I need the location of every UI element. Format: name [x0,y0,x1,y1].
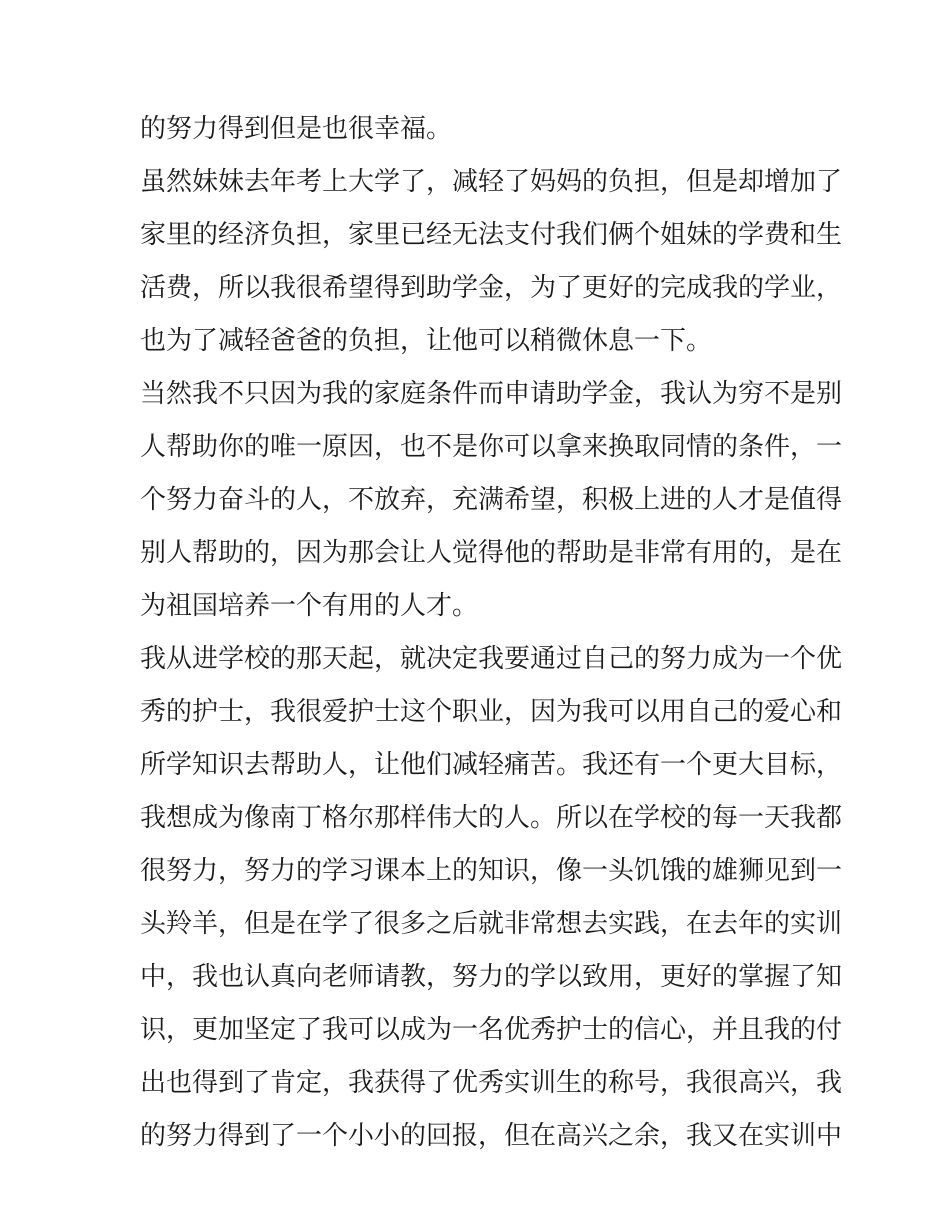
text-line: 秀的护士，我很爱护士这个职业，因为我可以用自己的爱心和 [140,697,843,727]
document-body [140,103,843,1163]
text-line: 当然我不只因为我的家庭条件而申请助学金，我认为穷不是别 [140,379,843,409]
text-line: 别人帮助的，因为那会让人觉得他的帮助是非常有用的，是在 [140,538,843,568]
text-line: 出也得到了肯定，我获得了优秀实训生的称号，我很高兴，我 [140,1068,843,1098]
paragraph [140,103,830,156]
paragraph [140,156,843,368]
paragraph [140,368,843,633]
text-line: 人帮助你的唯一原因，也不是你可以拿来换取同情的条件，一 [140,432,843,462]
text-line: 的努力得到了一个小小的回报，但在高兴之余，我又在实训中 [140,1121,843,1151]
text-line: 我想成为像南丁格尔那样伟大的人。所以在学校的每一天我都 [140,803,843,833]
text-line: 也为了减轻爸爸的负担，让他可以稍微休息一下。 [140,326,713,356]
text-line: 所学知识去帮助人，让他们减轻痛苦。我还有一个更大目标， [140,750,843,780]
text-line: 头羚羊，但是在学了很多之后就非常想去实践，在去年的实训 [140,909,843,939]
text-line: 为祖国培养一个有用的人才。 [140,591,479,621]
paragraph [140,633,843,1163]
text-line: 虽然妹妹去年考上大学了，减轻了妈妈的负担，但是却增加了 [140,167,843,197]
text-line: 中，我也认真向老师请教，努力的学以致用，更好的掌握了知 [140,962,843,992]
text-line: 活费，所以我很希望得到助学金，为了更好的完成我的学业， [140,273,843,303]
text-line: 我从进学校的那天起，就决定我要通过自己的努力成为一个优 [140,644,843,674]
text-line: 个努力奋斗的人，不放弃，充满希望，积极上进的人才是值得 [140,485,843,515]
text-line: 很努力，努力的学习课本上的知识，像一头饥饿的雄狮见到一 [140,856,843,886]
text-line: 的努力得到但是也很幸福。 [140,114,453,144]
text-line: 识，更加坚定了我可以成为一名优秀护士的信心，并且我的付 [140,1015,843,1045]
text-line: 家里的经济负担，家里已经无法支付我们俩个姐妹的学费和生 [140,220,843,250]
